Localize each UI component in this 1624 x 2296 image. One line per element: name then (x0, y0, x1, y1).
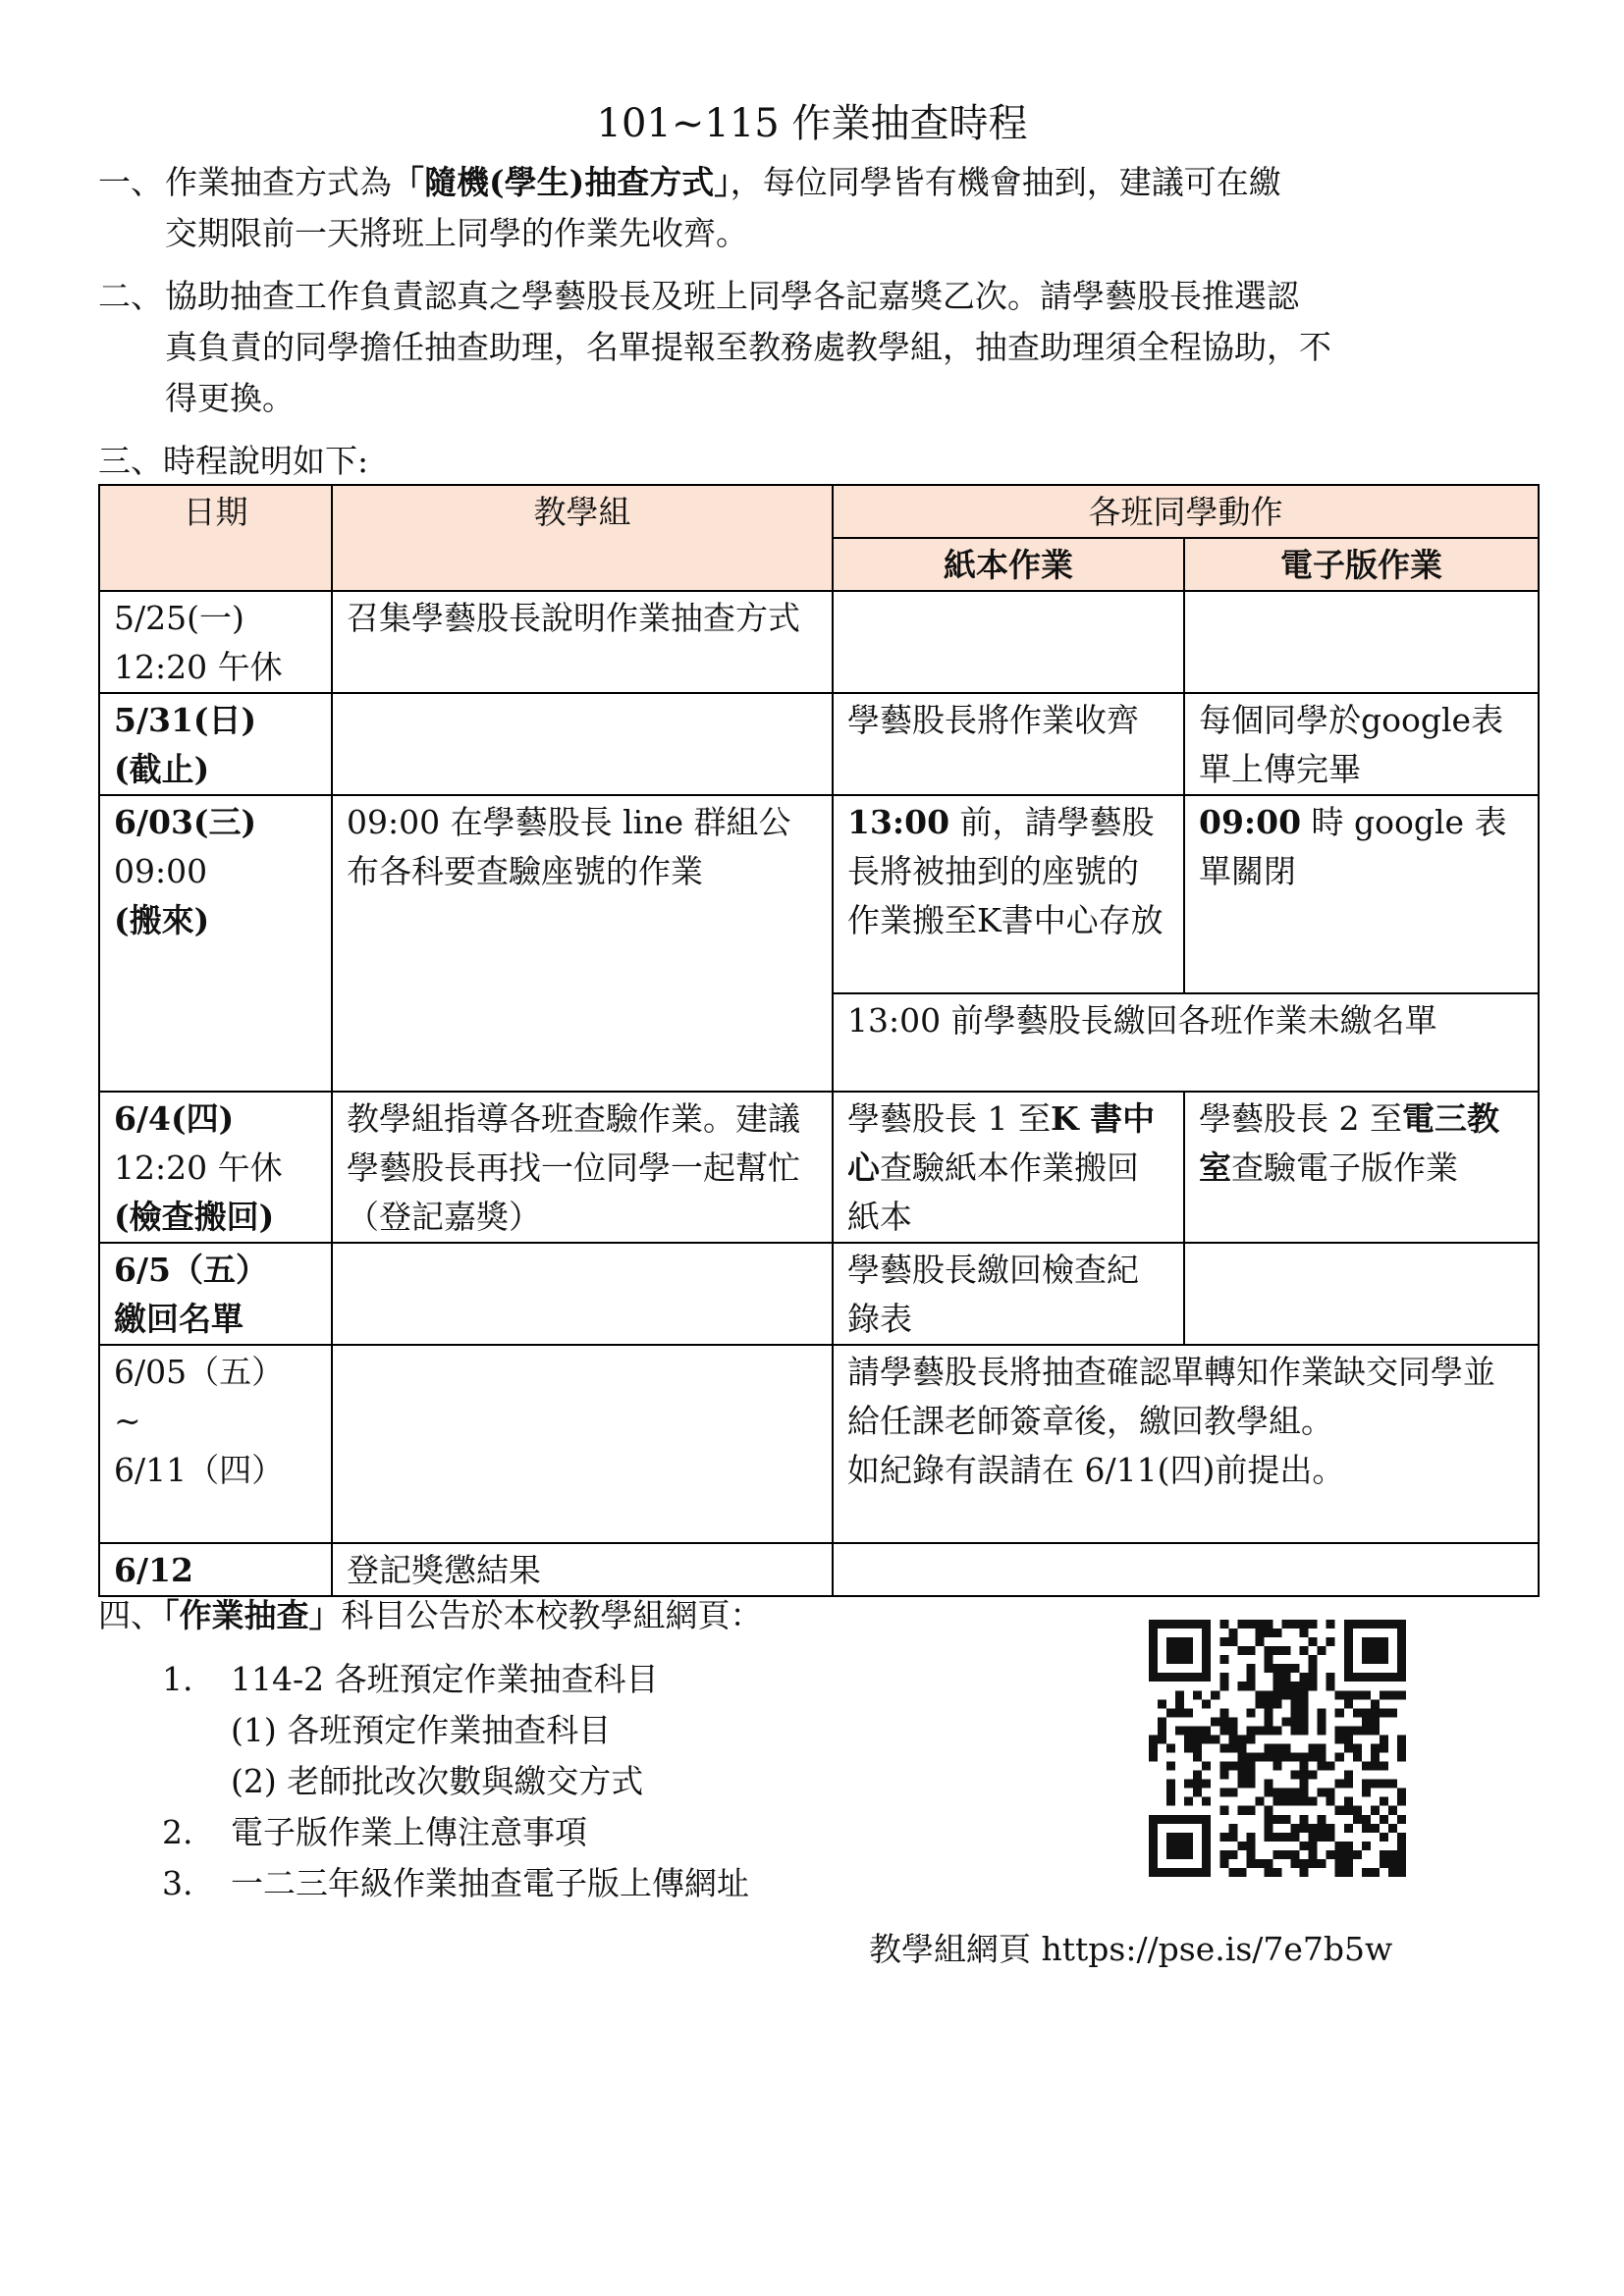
list-text: 電子版作業上傳注意事項 (231, 1813, 587, 1851)
paper-cell (833, 1092, 1184, 1243)
date-cell: 6/12 (99, 1543, 332, 1596)
date-cell (99, 795, 332, 1092)
list-item[interactable] (162, 1654, 749, 1705)
date-line: 12:20 午休 (114, 648, 283, 686)
section-2-marker: 二、 (98, 277, 163, 315)
date-cell (99, 693, 332, 795)
digital-cell (1184, 591, 1539, 693)
team-cell (332, 1345, 833, 1543)
date-line: 09:00 (114, 852, 208, 890)
team-cell (332, 1243, 833, 1345)
date-line: 5/25(一) (114, 599, 244, 637)
table-row (99, 1243, 1539, 1345)
page-title: 101~115 作業抽查時程 (596, 101, 1028, 146)
date-cell (99, 1345, 332, 1543)
website-link[interactable]: 教學組網頁 https://pse.is/7e7b5w (869, 1930, 1393, 1968)
section-4-heading (98, 1590, 763, 1641)
section-2-line-1: 協助抽查工作負責認真之學藝股長及班上同學各記嘉獎乙次。請學藝股長推選認 (165, 277, 1299, 315)
section-4-text: 科目公告於本校教學組網頁： (341, 1596, 763, 1634)
date-line: 6/05（五） (114, 1353, 285, 1391)
team-cell: 09:00 在學藝股長 line 群組公布各科要查驗座號的作業 (332, 795, 833, 1092)
list-number: 3. (162, 1864, 193, 1902)
time-label: 13:00 (847, 803, 950, 841)
announcement-list (162, 1654, 749, 1909)
header-team: 教學組 (332, 485, 833, 591)
merged-action-cell (833, 1345, 1539, 1543)
digital-text: 時 google 表單關閉 (1199, 803, 1507, 890)
list-number: 2. (162, 1813, 193, 1851)
section-1-text-a: 作業抽查方式為 (165, 163, 392, 201)
digital-cell (1184, 1092, 1539, 1243)
location-label: 電三教室 (1199, 1099, 1499, 1187)
date-line: (截止) (114, 750, 210, 788)
header-date: 日期 (99, 485, 332, 591)
section-2 (98, 271, 1331, 424)
date-cell (99, 1092, 332, 1243)
date-line: 6/5（五） (114, 1251, 268, 1289)
section-1-continued: 交期限前一天將班上同學的作業先收齊。 (165, 214, 748, 252)
qr-modules (1149, 1620, 1406, 1877)
merged-action-cell (833, 1543, 1539, 1596)
team-cell (332, 693, 833, 795)
paper-text: 查驗紙本作業搬回紙本 (847, 1148, 1139, 1236)
list-item[interactable] (162, 1858, 749, 1909)
section-4-marker: 四、 (98, 1596, 163, 1634)
section-2-line-3: 得更換。 (165, 379, 295, 417)
list-subitem[interactable]: (1) 各班預定作業抽查科目 (231, 1711, 612, 1749)
section-3-heading: 三、時程說明如下: (98, 442, 369, 480)
digital-cell (1184, 795, 1539, 993)
date-line: 6/4(四) (114, 1099, 235, 1138)
list-number: 1. (162, 1660, 193, 1698)
date-cell (99, 1243, 332, 1345)
list-item[interactable] (162, 1807, 749, 1858)
merged-action-cell: 13:00 前學藝股長繳回各班作業未繳名單 (833, 993, 1539, 1092)
table-row (99, 1543, 1539, 1596)
list-subitem[interactable]: (2) 老師批改次數與繳交方式 (231, 1762, 644, 1800)
time-label: 09:00 (1199, 803, 1302, 841)
table-row (99, 693, 1539, 795)
qr-code-icon[interactable] (1149, 1620, 1406, 1877)
team-cell: 召集學藝股長說明作業抽查方式 (332, 591, 833, 693)
section-1-bold: 「隨機(學生)抽查方式」 (392, 163, 731, 201)
date-line: (檢查搬回) (114, 1198, 275, 1236)
date-line: 繳回名單 (114, 1300, 244, 1338)
date-line: ~ (114, 1402, 141, 1440)
digital-cell (1184, 1243, 1539, 1345)
digital-text: 學藝股長 2 至 (1199, 1099, 1402, 1138)
schedule-table (98, 484, 1540, 1597)
section-4-bold: 「作業抽查」 (163, 1596, 342, 1634)
team-cell: 登記獎懲結果 (332, 1543, 833, 1596)
table-header-row (99, 485, 1539, 538)
date-line: 6/11（四） (114, 1451, 285, 1489)
header-digital: 電子版作業 (1184, 538, 1539, 591)
date-line: 6/03(三) (114, 803, 257, 841)
digital-text: 查驗電子版作業 (1231, 1148, 1458, 1187)
paper-cell (833, 591, 1184, 693)
digital-cell: 每個同學於google表單上傳完畢 (1184, 693, 1539, 795)
date-cell (99, 591, 332, 693)
paper-cell: 學藝股長將作業收齊 (833, 693, 1184, 795)
section-2-line-2: 真負責的同學擔任抽查助理，名單提報至教務處教學組，抽查助理須全程協助，不 (165, 328, 1331, 366)
paper-text: 學藝股長 1 至 (847, 1099, 1051, 1138)
section-1 (98, 157, 1281, 259)
table-row (99, 1345, 1539, 1543)
paper-cell: 學藝股長繳回檢查紀錄表 (833, 1243, 1184, 1345)
date-line: 12:20 午休 (114, 1148, 283, 1187)
merged-text: 請學藝股長將抽查確認單轉知作業缺交同學並給任課老師簽章後，繳回教學組。 (847, 1353, 1495, 1440)
team-cell: 教學組指導各班查驗作業。建議學藝股長再找一位同學一起幫忙（登記嘉獎） (332, 1092, 833, 1243)
header-class-actions: 各班同學動作 (833, 485, 1539, 538)
section-1-marker: 一、 (98, 163, 163, 201)
date-line: 5/31(日) (114, 701, 257, 739)
date-line: (搬來) (114, 901, 210, 939)
merged-text: 如紀錄有誤請在 6/11(四)前提出。 (847, 1451, 1345, 1489)
paper-text: 前，請學藝股長將被抽到的座號的作業搬至K書中心存放 (847, 803, 1164, 939)
list-text: 114-2 各班預定作業抽查科目 (231, 1660, 659, 1698)
paper-cell (833, 795, 1184, 993)
table-row (99, 1092, 1539, 1243)
location-label: K 書中心 (847, 1099, 1156, 1187)
table-row (99, 795, 1539, 993)
list-text: 一二三年級作業抽查電子版上傳網址 (231, 1864, 749, 1902)
table-row (99, 591, 1539, 693)
section-1-text-b: ，每位同學皆有機會抽到，建議可在繳 (730, 163, 1281, 201)
header-paper: 紙本作業 (833, 538, 1184, 591)
